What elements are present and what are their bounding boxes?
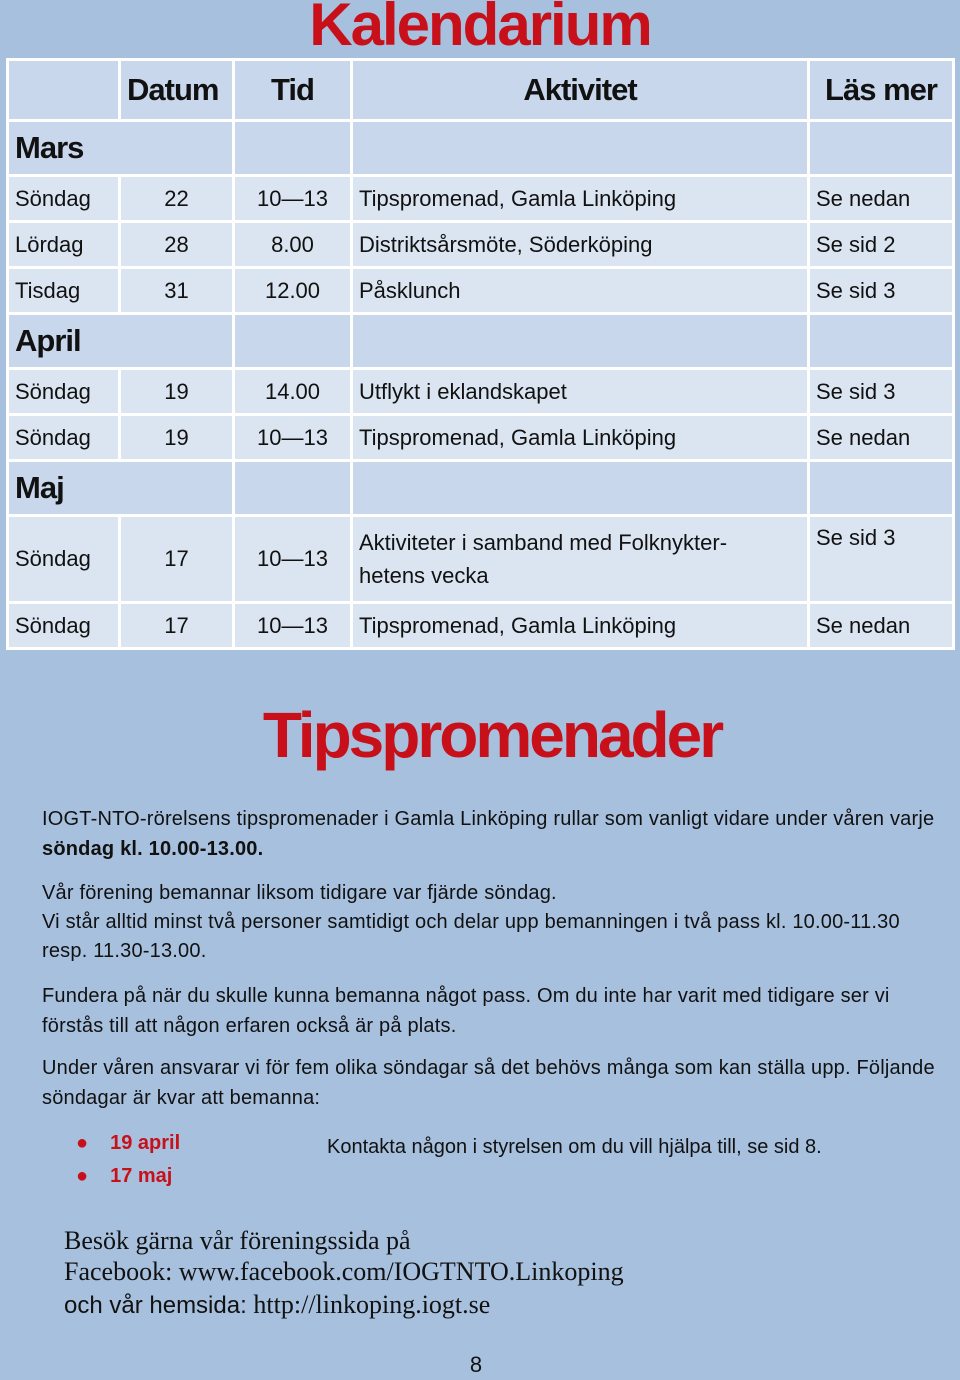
month-label: April [8, 314, 234, 369]
event-day: Söndag [8, 516, 120, 603]
tips-paragraph-2 [42, 879, 942, 966]
event-day: Lördag [8, 222, 120, 268]
table-row [8, 268, 954, 314]
table-row [8, 603, 954, 649]
event-date: 31 [120, 268, 234, 314]
event-activity [352, 516, 809, 603]
event-activity: Distriktsårsmöte, Söderköping [352, 222, 809, 268]
event-activity: Tipspromenad, Gamla Linköping [352, 603, 809, 649]
event-time: 10—13 [234, 603, 352, 649]
event-date: 19 [120, 369, 234, 415]
event-date: 17 [120, 603, 234, 649]
event-day: Söndag [8, 176, 120, 222]
event-more: Se nedan [809, 603, 954, 649]
table-row [8, 176, 954, 222]
table-row [8, 415, 954, 461]
remaining-dates-list [76, 1127, 180, 1193]
bullet-icon: ● [76, 1165, 89, 1187]
tips-p2-line1: Vår förening bemannar liksom tidigare var fjärde söndag. [42, 882, 557, 904]
event-time: 10—13 [234, 516, 352, 603]
event-activity: Tipspromenad, Gamla Linköping [352, 415, 809, 461]
event-more: Se sid 3 [809, 369, 954, 415]
tips-paragraph-3 [42, 981, 942, 1041]
calendar-table [6, 58, 955, 650]
event-more: Se sid 3 [809, 268, 954, 314]
header-las-mer: Läs mer [809, 60, 954, 121]
header-aktivitet: Aktivitet [352, 60, 809, 121]
header-tid: Tid [234, 60, 352, 121]
month-label: Mars [8, 121, 234, 176]
event-more: Se nedan [809, 176, 954, 222]
list-item: ● 19 april [76, 1132, 181, 1154]
header-datum: Datum [120, 60, 234, 121]
tips-p4: Under våren ansvarar vi för fem olika söndagar så det behövs många som kan ställa upp. Följande söndagar är kvar att bemanna: [42, 1057, 935, 1109]
event-activity-line1: Aktiviteter i samband med Folknykter- [359, 530, 728, 555]
visit-section [64, 1225, 624, 1321]
tips-p2-line2: Vi står alltid minst två personer samtidigt och delar upp bemanningen i två pass kl. 10.00-11.30 resp. 11.30-13.00. [42, 911, 900, 962]
tips-p3: Fundera på när du skulle kunna bemanna något pass. Om du inte har varit med tidigare ser vi förstås till att någon erfaren också är på plats. [42, 985, 890, 1037]
tips-heading: Tipspromenader [262, 699, 722, 771]
event-date: 17 [120, 516, 234, 603]
event-more: Se sid 2 [809, 222, 954, 268]
table-row [8, 516, 954, 603]
tips-p1-text: IOGT-NTO-rörelsens tipspromenader i Gamla Linköping rullar som vanligt vidare under våren varje [42, 808, 935, 830]
header-row [8, 60, 954, 121]
month-row-maj [8, 461, 954, 516]
event-day: Söndag [8, 603, 120, 649]
month-row-april [8, 314, 954, 369]
event-time: 14.00 [234, 369, 352, 415]
event-activity: Utflykt i eklandskapet [352, 369, 809, 415]
event-date: 22 [120, 176, 234, 222]
visit-line1: Besök gärna vår föreningssida på [64, 1226, 411, 1255]
event-more: Se nedan [809, 415, 954, 461]
event-more: Se sid 3 [809, 516, 954, 603]
page-number: 8 [469, 1352, 483, 1377]
bullet-icon: ● [76, 1132, 89, 1154]
homepage-link[interactable]: http://linkoping.iogt.se [253, 1290, 491, 1319]
event-day: Söndag [8, 369, 120, 415]
event-day: Söndag [8, 415, 120, 461]
list-item: ● 17 maj [76, 1165, 173, 1187]
page-title: Kalendarium [309, 0, 651, 58]
event-time: 10—13 [234, 176, 352, 222]
event-time: 12.00 [234, 268, 352, 314]
event-date: 28 [120, 222, 234, 268]
event-activity: Tipspromenad, Gamla Linköping [352, 176, 809, 222]
event-activity: Påsklunch [352, 268, 809, 314]
tips-paragraph-1 [42, 804, 942, 864]
visit-line3 [64, 1289, 624, 1321]
month-row-mars [8, 121, 954, 176]
visit-line3-prefix: och vår hemsida: [64, 1292, 254, 1319]
month-label: Maj [8, 461, 234, 516]
event-activity-line2: hetens vecka [359, 563, 489, 588]
table-row [8, 369, 954, 415]
event-date: 19 [120, 415, 234, 461]
event-time: 8.00 [234, 222, 352, 268]
contact-text: Kontakta någon i styrelsen om du vill hjälpa till, se sid 8. [327, 1136, 822, 1158]
header-empty [8, 60, 120, 121]
tips-p1-bold: söndag kl. 10.00-13.00. [42, 838, 264, 860]
tips-paragraph-4 [42, 1053, 942, 1113]
table-row [8, 222, 954, 268]
event-day: Tisdag [8, 268, 120, 314]
event-time: 10—13 [234, 415, 352, 461]
facebook-link[interactable]: Facebook: www.facebook.com/IOGTNTO.Linkoping [64, 1257, 624, 1286]
